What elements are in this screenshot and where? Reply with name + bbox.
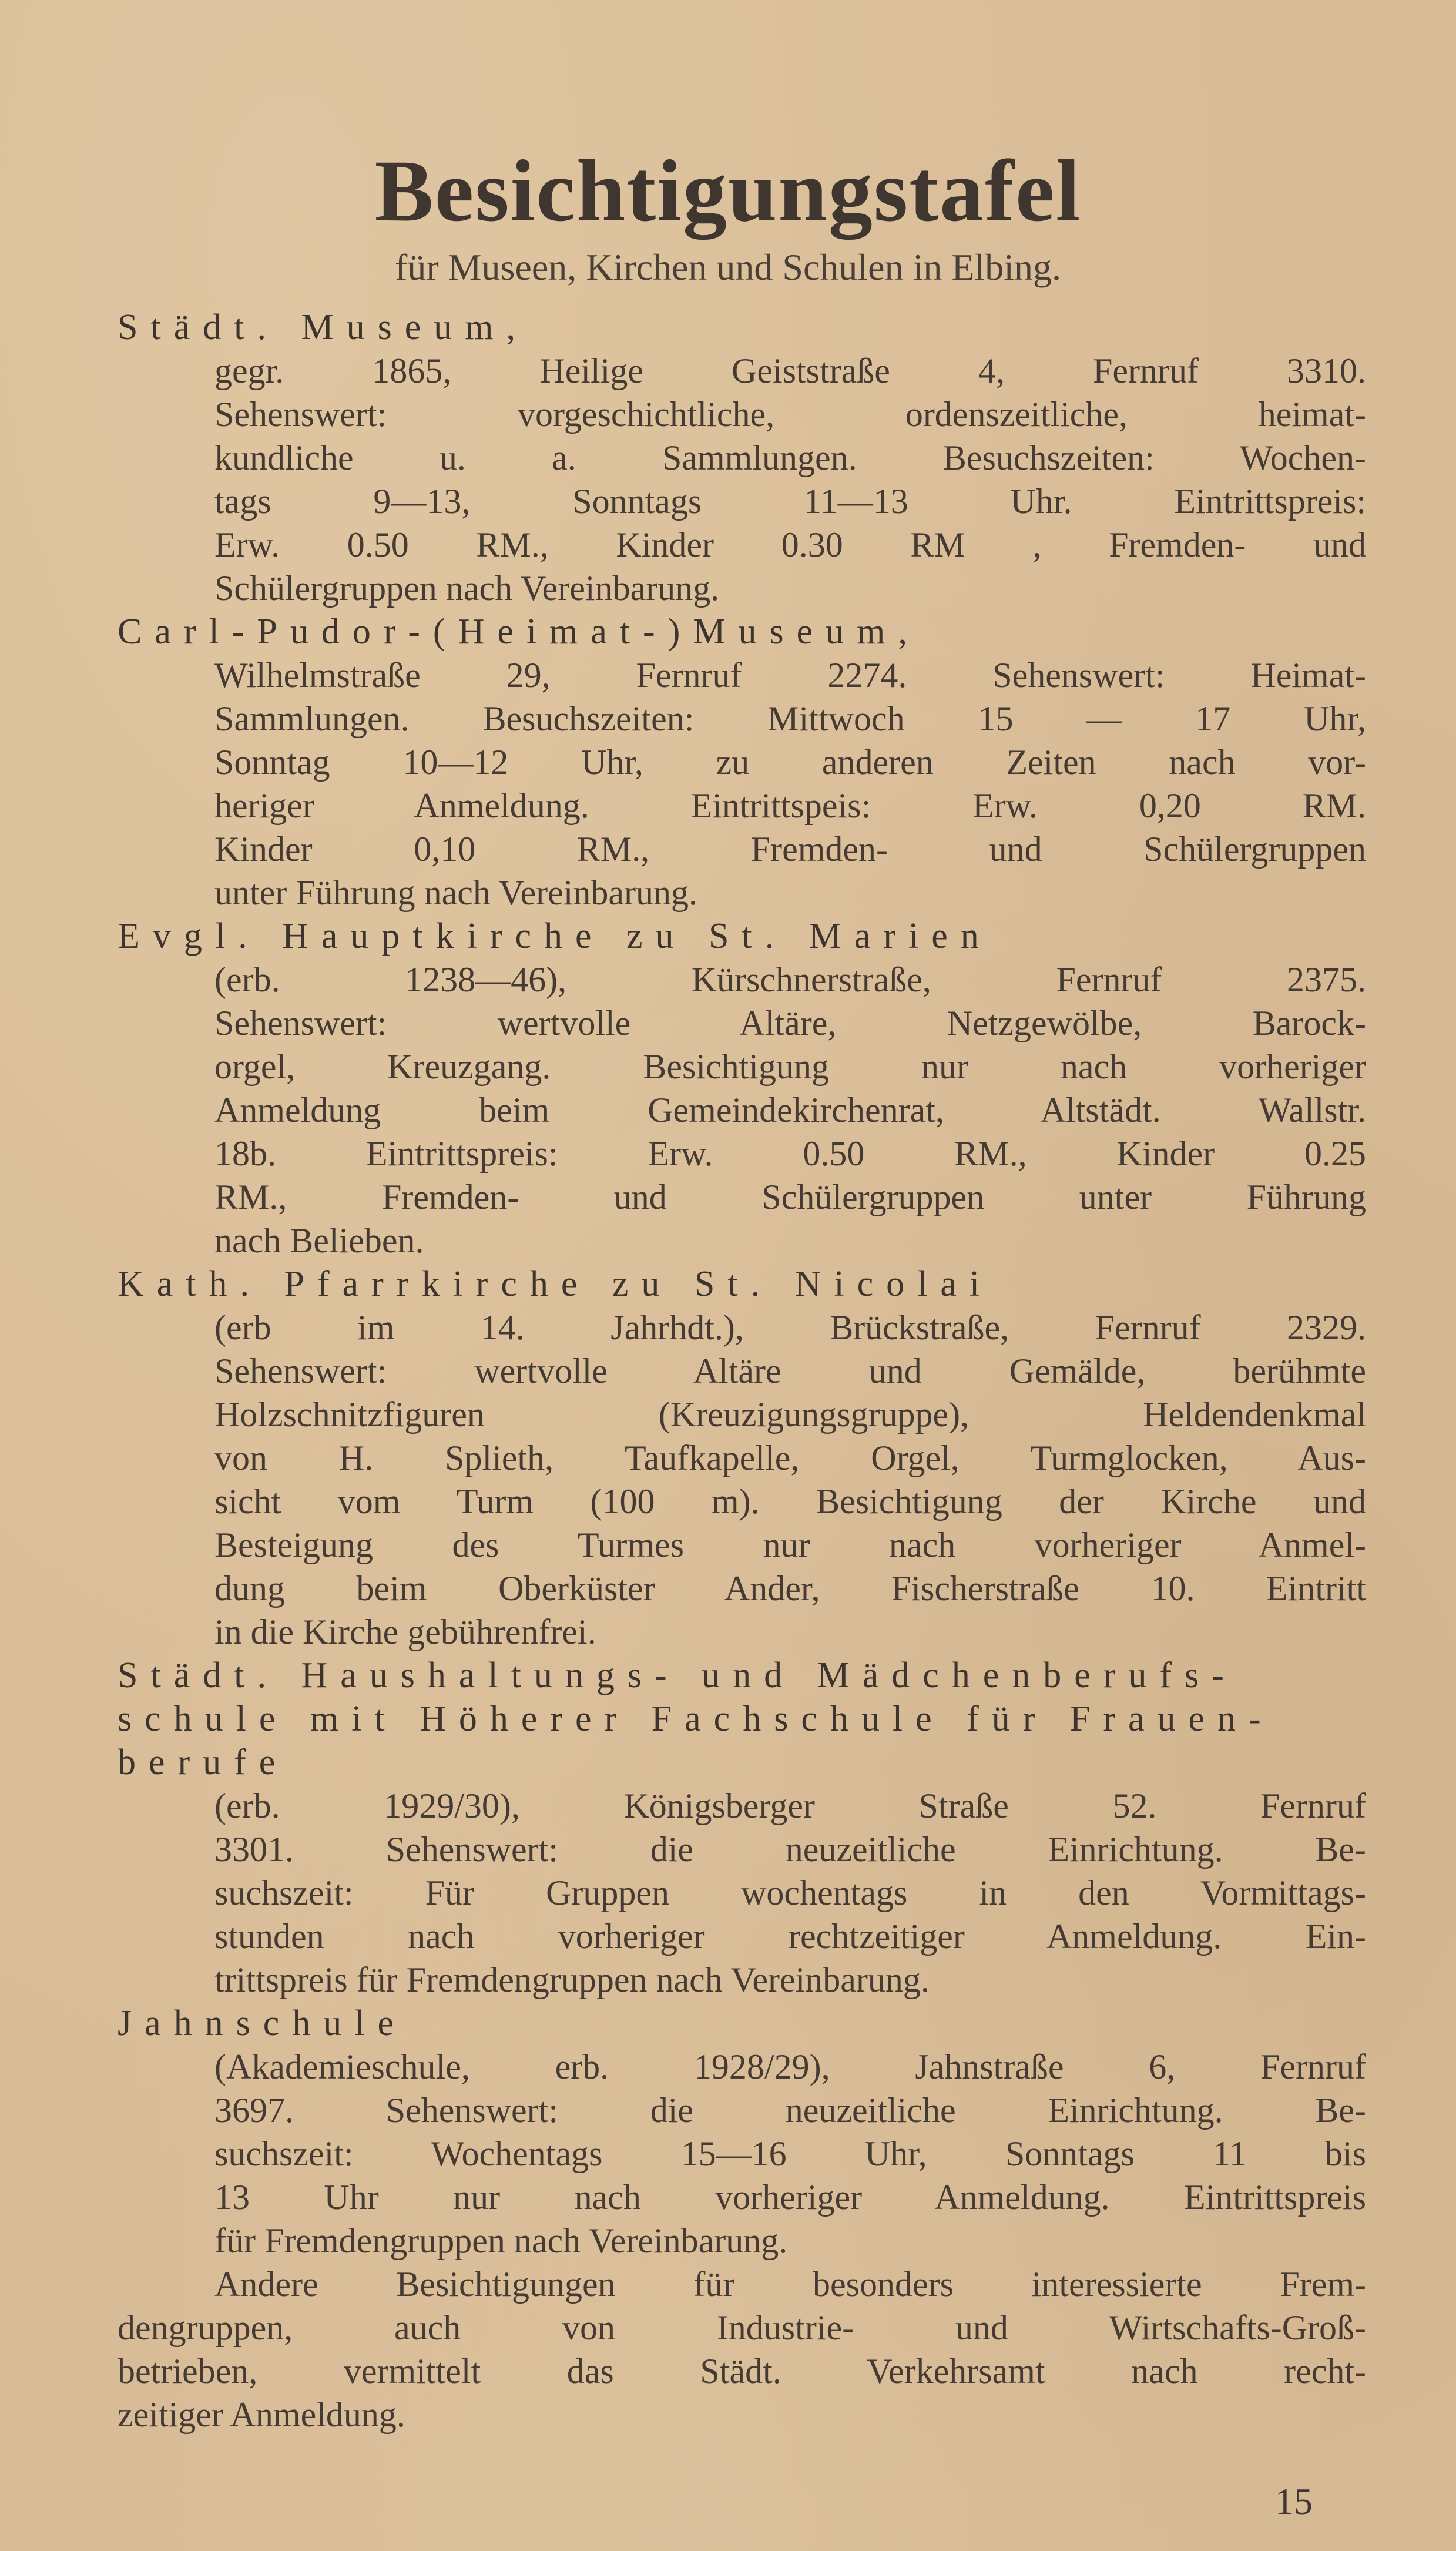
entry-text-line: Sehenswert: wertvolle Altäre, Netzgewölbe, Barock- (214, 1004, 1366, 1042)
entry-text-line: von H. Splieth, Taufkapelle, Orgel, Turmglocken, Aus- (214, 1439, 1366, 1477)
entry-text-line: nach Belieben. (214, 1221, 424, 1260)
entry-heading: Jahnschule (118, 2003, 407, 2043)
entry-text-line: gegr. 1865, Heilige Geiststraße 4, Fernruf 3310. (214, 351, 1366, 390)
closing-note-line: Andere Besichtigungen für besonders interessierte Frem- (214, 2265, 1366, 2304)
entry-heading: Städt. Museum, (118, 307, 528, 347)
entry-text-line: Holzschnitzfiguren (Kreuzigungsgruppe), Heldendenkmal (214, 1395, 1366, 1434)
entry-text-line: Erw. 0.50 RM., Kinder 0.30 RM , Fremden- und (214, 525, 1366, 564)
entry-text-line: Sonntag 10—12 Uhr, zu anderen Zeiten nach vor- (214, 743, 1366, 782)
entry-text-line: stunden nach vorheriger rechtzeitiger Anmeldung. Ein- (214, 1917, 1366, 1956)
entry-heading: Evgl. Hauptkirche zu St. Marien (118, 916, 992, 956)
listing-entry (118, 1262, 1366, 1654)
listing-entry (118, 610, 1366, 914)
entry-text-line: Wilhelmstraße 29, Fernruf 2274. Sehenswert: Heimat- (214, 656, 1366, 695)
entry-heading: Städt. Haushaltungs- und Mädchenberufs- (118, 1655, 1237, 1695)
entry-text-line: RM., Fremden- und Schülergruppen unter Führung (214, 1178, 1366, 1216)
entry-text-line: Sammlungen. Besuchszeiten: Mittwoch 15 — 17 Uhr, (214, 699, 1366, 738)
entry-text-line: Anmeldung beim Gemeindekirchenrat, Altstädt. Wallstr. (214, 1091, 1366, 1129)
entry-text-line: 3697. Sehenswert: die neuzeitliche Einrichtung. Be- (214, 2091, 1366, 2130)
listing-entry (118, 914, 1366, 1262)
entry-text-line: heriger Anmeldung. Eintrittspeis: Erw. 0,20 RM. (214, 786, 1366, 825)
entry-text-line: suchszeit: Wochentags 15—16 Uhr, Sonntags 11 bis (214, 2134, 1366, 2173)
closing-note-line: zeitiger Anmeldung. (118, 2395, 405, 2434)
entry-text-line: suchszeit: Für Gruppen wochentags in den Vormittags- (214, 1873, 1366, 1912)
entry-heading: Carl-Pudor-(Heimat-)Museum, (118, 612, 920, 652)
entry-text-line: (erb. 1238—46), Kürschnerstraße, Fernruf 2375. (214, 960, 1366, 999)
closing-note-line: betrieben, vermittelt das Städt. Verkehrsamt nach recht- (118, 2352, 1366, 2391)
closing-note-line: dengruppen, auch von Industrie- und Wirtschafts-Groß- (118, 2308, 1366, 2347)
listing-entry (118, 1654, 1366, 2002)
closing-note (118, 2262, 1366, 2436)
entry-text-line: dung beim Oberküster Ander, Fischerstraße 10. Eintritt (214, 1569, 1366, 1608)
entry-heading: Kath. Pfarrkirche zu St. Nicolai (118, 1264, 993, 1304)
entry-text-line: Schülergruppen nach Vereinbarung. (214, 569, 720, 608)
page-number: 15 (1275, 2480, 1313, 2522)
entry-text-line: Sehenswert: wertvolle Altäre und Gemälde, berühmte (214, 1352, 1366, 1390)
entry-text-line: 13 Uhr nur nach vorheriger Anmeldung. Eintrittspreis (214, 2178, 1366, 2217)
entry-text-line: in die Kirche gebührenfrei. (214, 1613, 596, 1651)
entry-text-line: Sehenswert: vorgeschichtliche, ordenszeitliche, heimat- (214, 395, 1366, 434)
entry-text-line: unter Führung nach Vereinbarung. (214, 873, 698, 912)
entry-text-line: kundliche u. a. Sammlungen. Besuchszeiten: Wochen- (214, 438, 1366, 477)
entry-text-line: tags 9—13, Sonntags 11—13 Uhr. Eintrittspreis: (214, 482, 1366, 521)
entry-text-line: orgel, Kreuzgang. Besichtigung nur nach vorheriger (214, 1047, 1366, 1086)
entry-heading: schule mit Höherer Fachschule für Frauen- (118, 1699, 1274, 1739)
entry-text-line: (erb im 14. Jahrhdt.), Brückstraße, Fernruf 2329. (214, 1308, 1366, 1347)
entry-text-line: (Akademieschule, erb. 1928/29), Jahnstraße 6, Fernruf (214, 2047, 1366, 2086)
listing-entry (118, 306, 1366, 610)
entry-text-line: Kinder 0,10 RM., Fremden- und Schülergruppen (214, 830, 1366, 869)
entry-text-line: trittspreis für Fremdengruppen nach Vereinbarung. (214, 1960, 930, 1999)
entry-heading: berufe (118, 1742, 288, 1782)
entry-text-line: sicht vom Turm (100 m). Besichtigung der Kirche und (214, 1482, 1366, 1521)
entry-text-line: 18b. Eintrittspreis: Erw. 0.50 RM., Kinder 0.25 (214, 1134, 1366, 1173)
entry-text-line: 3301. Sehenswert: die neuzeitliche Einrichtung. Be- (214, 1830, 1366, 1869)
entry-text-line: (erb. 1929/30), Königsberger Straße 52. Fernruf (214, 1786, 1366, 1825)
listing-entry (118, 2002, 1366, 2262)
page-title: Besichtigungstafel (374, 142, 1082, 240)
listing-content (118, 306, 1366, 2436)
page-subtitle: für Museen, Kirchen und Schulen in Elbing. (395, 246, 1061, 288)
entry-text-line: für Fremdengruppen nach Vereinbarung. (214, 2221, 788, 2260)
entry-text-line: Besteigung des Turmes nur nach vorheriger Anmel- (214, 1526, 1366, 1564)
